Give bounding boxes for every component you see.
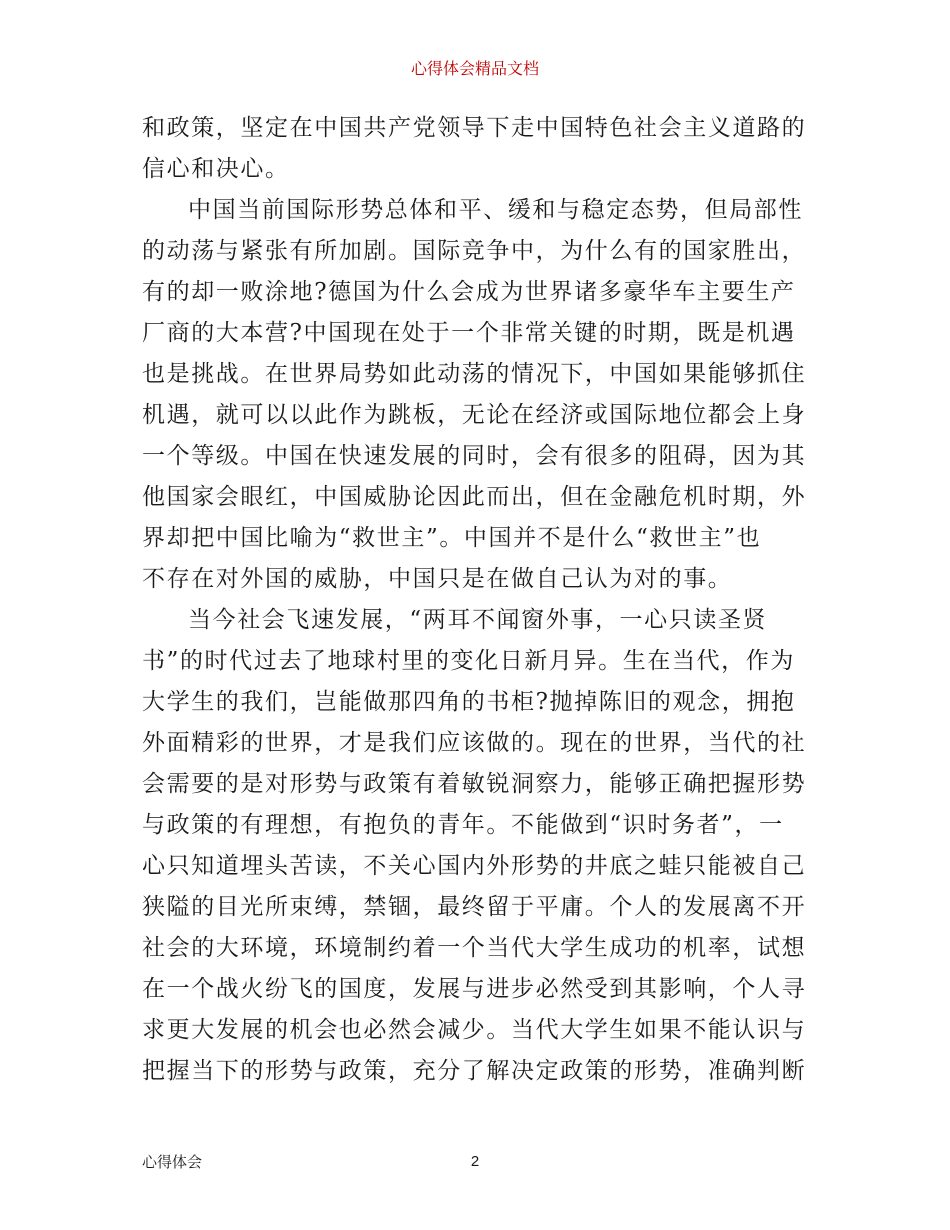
document-header-title: 心得体会精品文档: [410, 59, 539, 78]
text-line: 厂商的大本营?中国现在处于一个非常关键的时期，既是机遇: [142, 320, 796, 346]
text-line: 在一个战火纷飞的国度，发展与进步必然受到其影响，个人寻: [142, 976, 807, 1002]
text-line: 书”的时代过去了地球村里的变化日新月异。生在当代，作为: [142, 648, 795, 674]
text-line: 会需要的是对形势与政策有着敏锐洞察力，能够正确把握形势: [142, 771, 807, 797]
text-line: 也是挑战。在世界局势如此动荡的情况下，中国如果能够抓住: [142, 361, 807, 387]
paragraph-first-line: 当今社会飞速发展，“两耳不闻窗外事，一心只读圣贤: [188, 607, 768, 633]
text-line: 有的却一败涂地?德国为什么会成为世界诸多豪华车主要生产: [142, 279, 796, 305]
text-line: 狭隘的目光所束缚，禁锢，最终留于平庸。个人的发展离不开: [142, 894, 807, 920]
text-line: 求更大发展的机会也必然会减少。当代大学生如果不能认识与: [142, 1017, 807, 1043]
text-line: 和政策，坚定在中国共产党领导下走中国特色社会主义道路的: [142, 115, 807, 141]
document-body: [142, 108, 812, 1092]
text-line: 机遇，就可以以此作为跳板，无论在经济或国际地位都会上身: [142, 402, 807, 428]
text-line: 心只知道埋头苦读，不关心国内外形势的井底之蛙只能被自己: [142, 853, 807, 879]
text-line: 不存在对外国的威胁，中国只是在做自己认为对的事。: [142, 566, 733, 592]
text-line: 社会的大环境，环境制约着一个当代大学生成功的机率，试想: [142, 935, 807, 961]
text-line: 外面精彩的世界，才是我们应该做的。现在的世界，当代的社: [142, 730, 807, 756]
text-line: 界却把中国比喻为“救世主”。中国并不是什么“救世主”也: [142, 525, 762, 551]
footer-label: 心得体会: [142, 1153, 203, 1171]
text-line: 他国家会眼红，中国威胁论因此而出，但在金融危机时期，外: [142, 484, 807, 510]
text-line: 大学生的我们，岂能做那四角的书柜?抛掉陈旧的观念，拥抱: [142, 689, 796, 715]
text-line: 的动荡与紧张有所加剧。国际竞争中，为什么有的国家胜出，: [142, 238, 807, 264]
text-line: 与政策的有理想，有抱负的青年。不能做到“识时务者”，一: [142, 812, 784, 838]
page-number: 2: [470, 1153, 480, 1170]
text-line: 把握当下的形势与政策，充分了解决定政策的形势，准确判断: [142, 1058, 807, 1084]
text-line: 一个等级。中国在快速发展的同时，会有很多的阻碍，因为其: [142, 443, 807, 469]
paragraph-first-line: 中国当前国际形势总体和平、缓和与稳定态势，但局部性: [188, 197, 803, 223]
text-line: 信心和决心。: [142, 156, 290, 182]
